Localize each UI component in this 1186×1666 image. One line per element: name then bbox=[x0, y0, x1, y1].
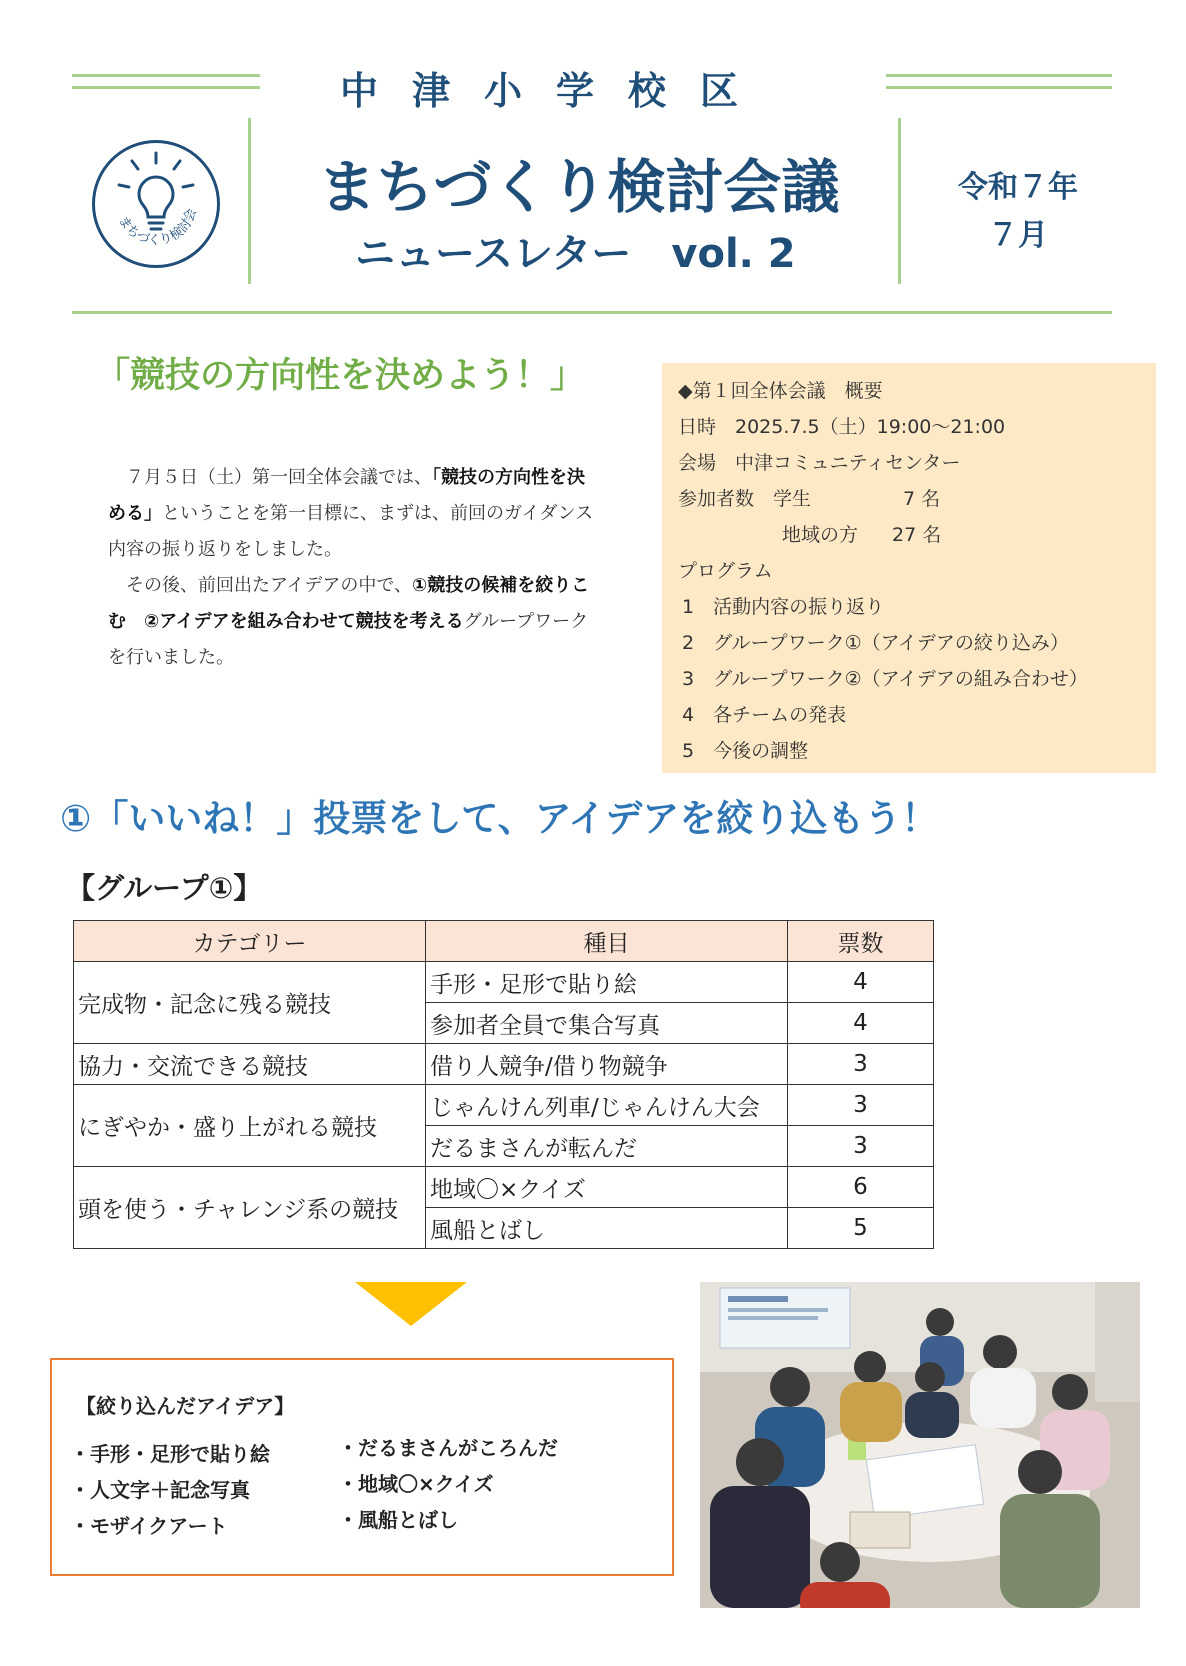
table-row bbox=[74, 1044, 934, 1085]
intro-paragraph-1: ７月５日（土）第一回全体会議では、「競技の方向性を決める」ということを第一目標に、まずは、前回のガイダンス内容の振り返りをしました。 bbox=[108, 467, 594, 560]
result-title: 【絞り込んだアイデア】 bbox=[76, 1394, 295, 1418]
down-arrow-icon bbox=[355, 1282, 467, 1326]
newsletter-subtitle: ニュースレター vol. 2 bbox=[355, 231, 796, 277]
program-item: 5 今後の調整 bbox=[682, 740, 809, 762]
meeting-summary-box bbox=[662, 363, 1156, 773]
table-row bbox=[74, 1085, 934, 1126]
header-line-top-left bbox=[72, 74, 260, 77]
section-title-voting: ①「いいね！」投票をして、アイデアを絞り込もう！ bbox=[60, 797, 939, 840]
category-cell: にぎやか・盛り上がれる競技 bbox=[74, 1085, 426, 1167]
issue-month: ７月 bbox=[988, 218, 1048, 253]
lightbulb-icon bbox=[95, 143, 217, 265]
issue-year: 令和７年 bbox=[958, 170, 1078, 205]
meeting-photo-image bbox=[700, 1282, 1140, 1608]
item-cell: 手形・足形で貼り絵 bbox=[426, 962, 788, 1003]
votes-cell: 4 bbox=[788, 962, 934, 1003]
header-category: カテゴリー bbox=[74, 921, 426, 962]
result-item: ・手形・足形で貼り絵 bbox=[70, 1442, 270, 1466]
result-item: ・モザイクアート bbox=[70, 1514, 228, 1538]
votes-cell: 4 bbox=[788, 1003, 934, 1044]
table-row bbox=[74, 962, 934, 1003]
votes-cell: 5 bbox=[788, 1208, 934, 1249]
item-cell: だるまさんが転んだ bbox=[426, 1126, 788, 1167]
category-cell: 完成物・記念に残る競技 bbox=[74, 962, 426, 1044]
summary-participants-local: 地域の方 27 名 bbox=[782, 524, 942, 546]
item-cell: 参加者全員で集合写真 bbox=[426, 1003, 788, 1044]
meeting-photo bbox=[700, 1282, 1140, 1608]
header-line-top-right-2 bbox=[886, 86, 1112, 89]
emphasis-tasks: ①競技の候補を絞りこむ ②アイデアを組み合わせて競技を考える bbox=[108, 575, 590, 632]
result-list-left bbox=[70, 1436, 270, 1544]
votes-cell: 3 bbox=[788, 1044, 934, 1085]
result-list-right bbox=[338, 1430, 558, 1538]
category-cell: 頭を使う・チャレンジ系の競技 bbox=[74, 1167, 426, 1249]
result-item: ・風船とばし bbox=[338, 1508, 458, 1532]
category-cell: 協力・交流できる競技 bbox=[74, 1044, 426, 1085]
newsletter-title: まちづくり検討会議 bbox=[318, 153, 840, 221]
header-line-top-left-2 bbox=[72, 86, 260, 89]
table-row bbox=[74, 1167, 934, 1208]
item-cell: じゃんけん列車/じゃんけん大会 bbox=[426, 1085, 788, 1126]
result-item: ・人文字＋記念写真 bbox=[70, 1478, 250, 1502]
result-item: ・地域〇×クイズ bbox=[338, 1472, 494, 1496]
program-item: 1 活動内容の振り返り bbox=[682, 596, 885, 618]
vote-table bbox=[73, 920, 934, 1249]
group-label: 【グループ①】 bbox=[66, 871, 263, 905]
program-item: 2 グループワーク①（アイデアの絞り込み） bbox=[682, 632, 1069, 654]
svg-text:まちづくり検討会議 bbox=[95, 143, 200, 248]
intro-paragraph-2: その後、前回出たアイデアの中で、①競技の候補を絞りこむ ②アイデアを組み合わせて競技を考えるグループワークを行いました。 bbox=[108, 575, 590, 668]
header-divider-right bbox=[898, 118, 901, 284]
votes-cell: 6 bbox=[788, 1167, 934, 1208]
item-cell: 風船とばし bbox=[426, 1208, 788, 1249]
summary-datetime: 日時 2025.7.5（土）19:00～21:00 bbox=[678, 416, 1006, 438]
item-cell: 地域〇×クイズ bbox=[426, 1167, 788, 1208]
emphasis-goal: 「競技の方向性を決める」 bbox=[108, 467, 585, 524]
program-item: 3 グループワーク②（アイデアの組み合わせ） bbox=[682, 668, 1088, 690]
program-item: 4 各チームの発表 bbox=[682, 704, 847, 726]
lightbulb-logo bbox=[92, 140, 220, 268]
header-line-top-right bbox=[886, 74, 1112, 77]
program-label: プログラム bbox=[678, 560, 773, 582]
logo-text: まちづくり検討会 bbox=[115, 206, 200, 249]
header-item: 種目 bbox=[426, 921, 788, 962]
summary-title: ◆第１回全体会議 概要 bbox=[678, 380, 883, 402]
summary-participants: 参加者数 学生 7 名 bbox=[678, 488, 941, 510]
item-cell: 借り人競争/借り物競争 bbox=[426, 1044, 788, 1085]
result-item: ・だるまさんがころんだ bbox=[338, 1436, 558, 1460]
summary-venue: 会場 中津コミュニティセンター bbox=[678, 452, 961, 474]
header-votes: 票数 bbox=[788, 921, 934, 962]
table-header-row bbox=[74, 921, 934, 962]
headline: 「競技の方向性を決めよう！」 bbox=[95, 356, 586, 396]
header-line-bottom bbox=[72, 311, 1112, 314]
school-name: 中津小学校区 bbox=[340, 69, 773, 113]
votes-cell: 3 bbox=[788, 1085, 934, 1126]
header-divider-left bbox=[248, 118, 251, 284]
intro-text bbox=[108, 460, 596, 676]
votes-cell: 3 bbox=[788, 1126, 934, 1167]
